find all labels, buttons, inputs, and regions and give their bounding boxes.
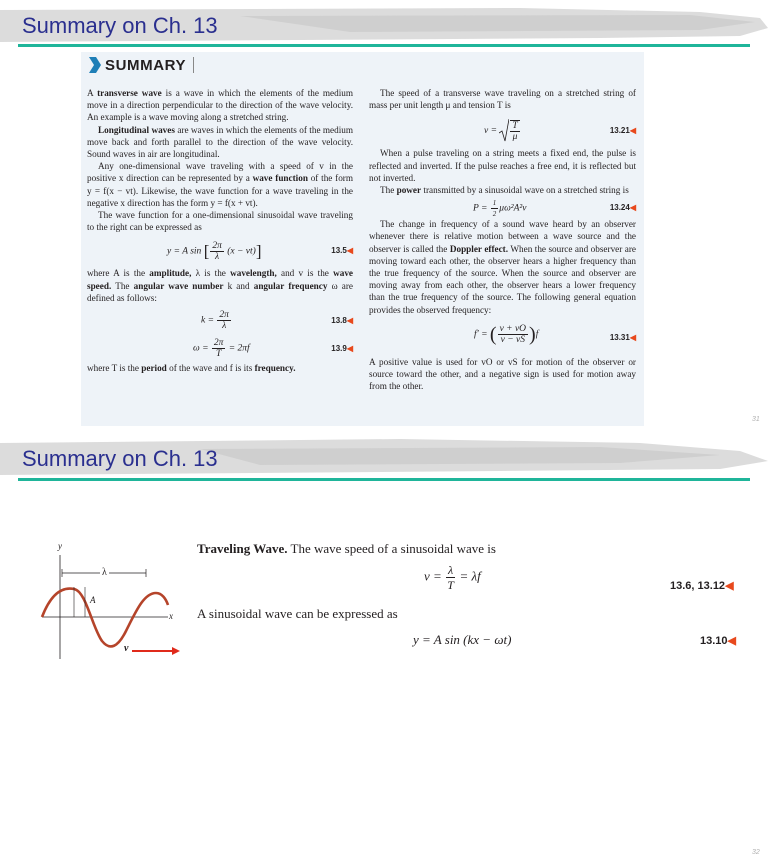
amplitude-label: A bbox=[90, 595, 96, 605]
paragraph-power: The power transmitted by a sinusoidal wave on a stretched string is bbox=[380, 185, 629, 196]
paragraph-reflection: When a pulse traveling on a string meets a fixed end, the pulse is reflected and inverted. If the pulse reaches a free end, it is reflected but not inverted. bbox=[369, 148, 636, 183]
title-underline bbox=[18, 44, 750, 47]
page-number: 32 bbox=[752, 849, 760, 856]
wavelength-label: λ bbox=[102, 567, 107, 578]
header-divider bbox=[193, 57, 194, 73]
sinusoidal-expression-text: A sinusoidal wave can be expressed as bbox=[197, 606, 398, 621]
equation-13-24: P = $\frac{1}{2}$ μω²A²v 13.24◀ bbox=[473, 199, 636, 219]
paragraph-doppler: The change in frequency of a sound wave heard by an observer whenever there is relative motion between a wave source and the observer is called the Doppler effect. When the source and observer are moving toward each other, the observer hears a higher frequency than the true frequency of the source. When the source and observer are moving away from each other, the observer hears a lower frequency than the true frequency of the source. The following general equation provides the observed frequency: bbox=[369, 219, 636, 315]
equation-13-5: y = A sin [ $\frac{2\pi}{\lambda}$ (x − vt)] 13.5◀ bbox=[167, 241, 353, 263]
right-column bbox=[369, 87, 636, 392]
equation-13-8: k = $\frac{2\pi}{\lambda}$ 13.8◀ bbox=[201, 310, 353, 332]
equation-13-21: v = $\frac{T}{\mu}$ 13.21◀ bbox=[484, 121, 636, 143]
traveling-wave-text: Traveling Wave. The wave speed of a sinusoidal wave is bbox=[197, 541, 496, 556]
equation-wave-speed: v = $\frac{\lambda}{T}$ = λf bbox=[424, 563, 481, 592]
x-axis-label: x bbox=[169, 611, 173, 621]
paragraph-wave-function: Any one-dimensional wave traveling with a speed of v in the positive x direction can be represented by a wave function of the form y = f(x − vt). Likewise, the wave function for a wave traveling in the negative x direction has the form y = f(x + vt). bbox=[87, 161, 353, 208]
equation-13-31: f′ = ( $\frac{v + vO}{v - vS}$ )f 13.31◀ bbox=[474, 323, 636, 346]
y-axis-label: y bbox=[58, 541, 62, 551]
slide-2 bbox=[0, 433, 768, 866]
eq-number-13-9: 13.9◀ bbox=[331, 344, 353, 354]
eq-number-13-8: 13.8◀ bbox=[331, 316, 353, 326]
paragraph-transverse: A transverse wave is a wave in which the elements of the medium move in a direction perpendicular to the direction of the wave velocity. An example is a wave moving along a stretched string. bbox=[87, 88, 353, 123]
eq-number-13-21: 13.21◀ bbox=[609, 126, 636, 136]
eq-number-13-10: 13.10◀ bbox=[700, 635, 736, 647]
paragraph-period: where T is the period of the wave and f is its frequency. bbox=[87, 363, 296, 374]
paragraph-sinusoidal: The wave function for a one-dimensional sinusoidal wave traveling to the right can be expressed as bbox=[87, 210, 353, 233]
chevron-icon bbox=[88, 56, 102, 74]
paragraph-longitudinal: Longitudinal waves are waves in which the elements of the medium move back and forth parallel to the direction of the wave velocity. Sound waves in air are longitudinal. bbox=[87, 124, 354, 160]
slide-title: Summary on Ch. 13 bbox=[22, 446, 218, 471]
eq-number-13-24: 13.24◀ bbox=[609, 203, 636, 213]
paragraph-string-speed: The speed of a transverse wave traveling on a stretched string of mass per unit length μ and tension T is bbox=[369, 88, 636, 111]
paragraph-sign-convention: A positive value is used for vO or vS for motion of the observer or source toward the other, and a negative sign is used for motion away from the other. bbox=[369, 356, 636, 392]
eq-number-13-6-13-12: 13.6, 13.12◀ bbox=[670, 580, 734, 592]
page-number: 31 bbox=[752, 416, 760, 423]
left-column bbox=[87, 87, 353, 374]
eq-number-13-31: 13.31◀ bbox=[609, 332, 636, 342]
velocity-label: v⃗ bbox=[124, 643, 137, 654]
traveling-wave-panel bbox=[40, 541, 750, 669]
sqrt-icon bbox=[499, 119, 509, 143]
sinusoidal-wave-figure bbox=[40, 541, 185, 661]
equation-13-9: ω = $\frac{2\pi}{T}$ = 2πf 13.9◀ bbox=[193, 338, 353, 360]
title-underline bbox=[18, 478, 750, 481]
paragraph-amplitude: where A is the amplitude, λ is the wavelength, and v is the wave speed. The angular wave number k and angular frequency ω are defined as follows: bbox=[87, 268, 353, 303]
summary-panel bbox=[81, 52, 644, 426]
summary-header bbox=[88, 56, 194, 74]
equation-sinusoidal: y = A sin (kx − ωt) bbox=[413, 632, 512, 647]
slide-title: Summary on Ch. 13 bbox=[22, 13, 218, 38]
eq-number-13-5: 13.5◀ bbox=[331, 246, 353, 256]
summary-heading: SUMMARY bbox=[105, 56, 187, 74]
